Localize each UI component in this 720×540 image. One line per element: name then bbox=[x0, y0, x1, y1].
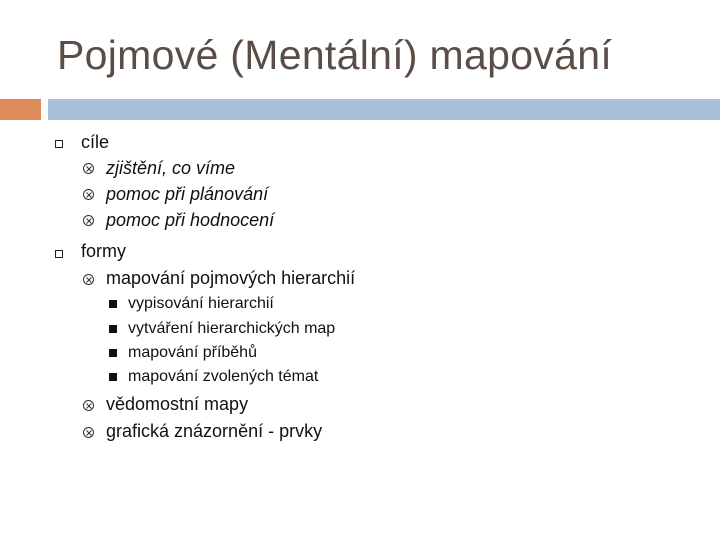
box-bullet-icon bbox=[55, 140, 63, 148]
square-bullet-icon bbox=[109, 373, 117, 381]
forms-label: formy bbox=[81, 241, 126, 261]
goal-item-3: pomoc při hodnocení bbox=[106, 210, 275, 230]
hierarchy-item-3: mapování příběhů bbox=[128, 344, 257, 361]
square-bullet-icon bbox=[109, 349, 117, 357]
goal-item-2: pomoc při plánování bbox=[106, 184, 269, 204]
hierarchy-item-2: vytváření hierarchických map bbox=[128, 320, 336, 337]
square-bullet-icon bbox=[109, 325, 117, 333]
header-bar bbox=[48, 99, 720, 120]
slide-title: Pojmové (Mentální) mapování bbox=[57, 32, 613, 78]
goal-item-1: zjištění, co víme bbox=[106, 158, 236, 178]
knowledge-maps: vědomostní mapy bbox=[106, 394, 249, 414]
hierarchy-item-1: vypisování hierarchií bbox=[128, 295, 274, 312]
box-bullet-icon bbox=[55, 250, 63, 258]
circle-x-bullet-icon bbox=[83, 163, 94, 174]
circle-x-bullet-icon bbox=[83, 189, 94, 200]
circle-x-bullet-icon bbox=[83, 400, 94, 411]
hierarchy-label: mapování pojmových hierarchií bbox=[106, 268, 356, 288]
accent-bar bbox=[0, 99, 41, 120]
circle-x-bullet-icon bbox=[83, 274, 94, 285]
graphic-representations: grafická znázornění - prvky bbox=[106, 421, 323, 441]
circle-x-bullet-icon bbox=[83, 215, 94, 226]
square-bullet-icon bbox=[109, 300, 117, 308]
goals-label: cíle bbox=[81, 132, 110, 152]
hierarchy-item-4: mapování zvolených témat bbox=[128, 368, 319, 385]
circle-x-bullet-icon bbox=[83, 427, 94, 438]
